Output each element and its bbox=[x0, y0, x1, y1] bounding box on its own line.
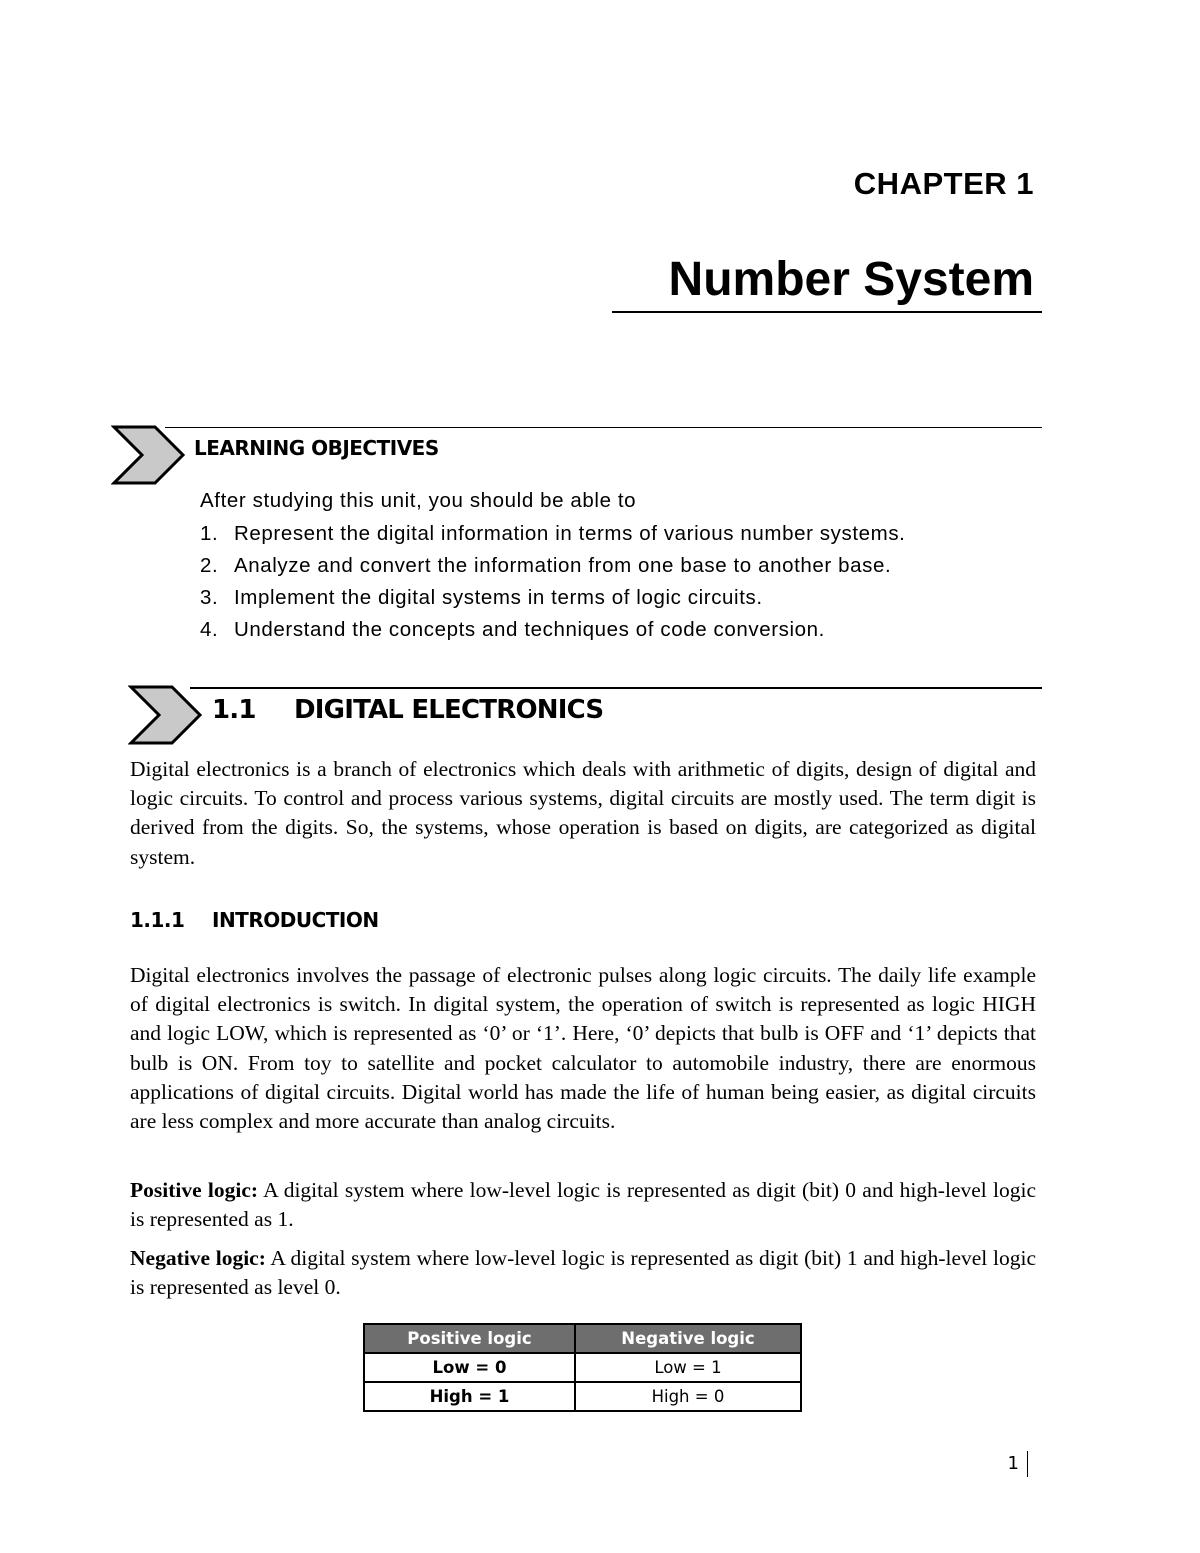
objectives-heading: LEARNING OBJECTIVES bbox=[194, 436, 439, 460]
page-number: 1 bbox=[1008, 1451, 1028, 1477]
title-underline bbox=[612, 311, 1042, 313]
table-header: Positive logic bbox=[364, 1324, 575, 1353]
objectives-rule bbox=[165, 427, 1042, 428]
subsection-heading: 1.1.1 INTRODUCTION bbox=[130, 908, 379, 932]
logic-table bbox=[363, 1323, 802, 1412]
objective-item: 4. Understand the concepts and techniques of code conversion. bbox=[200, 618, 825, 641]
objectives-list bbox=[200, 521, 905, 649]
table-header: Negative logic bbox=[575, 1324, 801, 1353]
table-cell: Low = 1 bbox=[575, 1353, 801, 1382]
chevron-arrow-icon bbox=[128, 684, 204, 746]
chevron-arrow-icon bbox=[111, 424, 187, 486]
objective-item: 1. Represent the digital information in terms of various number systems. bbox=[200, 522, 906, 545]
objective-item: 3. Implement the digital systems in terms of logic circuits. bbox=[200, 586, 763, 609]
section-heading: 1.1 DIGITAL ELECTRONICS bbox=[212, 695, 604, 725]
chapter-label: CHAPTER 1 bbox=[853, 166, 1034, 201]
positive-logic-definition: Positive logic: A digital system where low-level logic is represented as digit (bit) 0 and high-level logic is represented as 1. bbox=[130, 1178, 1036, 1232]
table-cell: Low = 0 bbox=[364, 1353, 575, 1382]
objectives-intro: After studying this unit, you should be able to bbox=[200, 489, 637, 512]
table-row bbox=[364, 1382, 801, 1411]
table-cell: High = 0 bbox=[575, 1382, 801, 1411]
section-paragraph: Digital electronics is a branch of electronics which deals with arithmetic of digits, design of digital and logic circuits. To control and process various systems, digital circuits are mostly used. The term digit is derived from the digits. So, the systems, whose operation is based on digits, are categorized as digital system. bbox=[130, 757, 1036, 869]
table-row bbox=[364, 1353, 801, 1382]
table-header-row bbox=[364, 1324, 801, 1353]
table-cell: High = 1 bbox=[364, 1382, 575, 1411]
introduction-paragraph: Digital electronics involves the passage of electronic pulses along logic circuits. The daily life example of digital electronics is switch. In digital system, the operation of switch is represented as logic HIGH and logic LOW, which is represented as ‘0’ or ‘1’. Here, ‘0’ depicts that bulb is OFF and ‘1’ depicts that bulb is ON. From toy to satellite and pocket calculator to automobile industry, there are enormous applications of digital circuits. Digital world has made the life of human being easier, as digital circuits are less complex and more accurate than analog circuits. bbox=[130, 963, 1036, 1134]
objective-item: 2. Analyze and convert the information from one base to another base. bbox=[200, 554, 892, 577]
negative-logic-definition: Negative logic: A digital system where low-level logic is represented as digit (bit) 1 and high-level logic is represented as level 0. bbox=[130, 1246, 1036, 1300]
section-rule bbox=[190, 687, 1042, 689]
chapter-title: Number System bbox=[668, 253, 1034, 306]
